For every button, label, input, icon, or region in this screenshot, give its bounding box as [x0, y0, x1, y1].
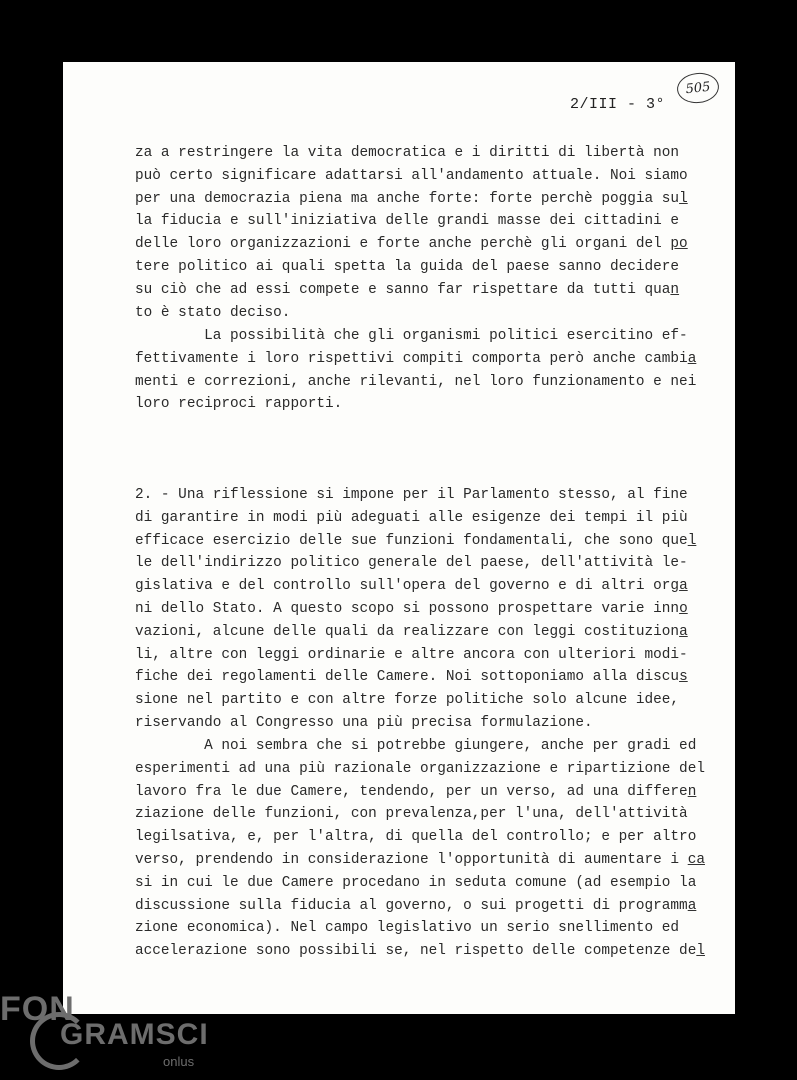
watermark-text-onlus: onlus	[163, 1054, 195, 1069]
underlined-text: s	[679, 669, 688, 686]
text-line: delle loro organizzazioni e forte anche perchè gli organi del po	[135, 236, 688, 253]
text-line: vazioni, alcune delle quali da realizzare con leggi costituziona	[135, 623, 688, 640]
page-reference: 2/III - 3°	[570, 96, 666, 113]
text-line: li, altre con leggi ordinarie e altre ancora con ulteriori modi-	[135, 646, 688, 663]
paragraph-2	[135, 325, 696, 416]
text-line: fiche dei regolamenti delle Camere. Noi sottoponiamo alla discus	[135, 669, 688, 686]
text-line: efficace esercizio delle sue funzioni fondamentali, che sono quel	[135, 532, 697, 549]
text-line: verso, prendendo in considerazione l'opportunità di aumentare i ca	[135, 851, 705, 868]
paragraph-4	[135, 735, 705, 963]
text-line: esperimenti ad una più razionale organizzazione e ripartizione del	[135, 760, 705, 777]
text-line: può certo significare adattarsi all'andamento attuale. Noi siamo	[135, 167, 688, 184]
text-line: di garantire in modi più adeguati alle esigenze dei tempi il più	[135, 509, 688, 526]
page-number-stamp: 505	[676, 71, 721, 105]
text-line: discussione sulla fiducia al governo, o sui progetti di programma	[135, 897, 697, 914]
text-line: per una democrazia piena ma anche forte: forte perchè poggia sul	[135, 190, 688, 207]
underlined-text: a	[679, 623, 688, 640]
text-line: La possibilità che gli organismi politici esercitino ef-	[135, 328, 688, 344]
text-line: la fiducia e sull'iniziativa delle grandi masse dei cittadini e	[135, 213, 680, 230]
text-line: 2. - Una riflessione si impone per il Parlamento stesso, al fine	[135, 487, 688, 503]
watermark-text-fon: FON	[0, 990, 75, 1028]
underlined-text: n	[670, 281, 680, 298]
underlined-text: l	[679, 190, 688, 207]
underlined-text: a	[687, 897, 697, 914]
document-page	[63, 62, 735, 1014]
text-line: A noi sembra che si potrebbe giungere, anche per gradi ed	[135, 738, 697, 754]
text-line: legilsativa, e, per l'altra, di quella del controllo; e per altro	[135, 829, 697, 846]
underlined-text: l	[696, 943, 705, 960]
text-line: le dell'indirizzo politico generale del paese, dell'attività le-	[135, 555, 688, 572]
text-line: si in cui le due Camere procedano in seduta comune (ad esempio la	[135, 874, 697, 891]
text-line: lavoro fra le due Camere, tendendo, per un verso, ad una differen	[135, 783, 697, 800]
text-line: riservando al Congresso una più precisa formulazione.	[135, 714, 593, 731]
underlined-text: a	[687, 350, 697, 367]
text-line: accelerazione sono possibili se, nel rispetto delle competenze del	[135, 943, 705, 960]
underlined-text: ca	[687, 851, 705, 868]
text-line: menti e correzioni, anche rilevanti, nel loro funzionamento e nei	[135, 373, 697, 390]
underlined-text: n	[687, 783, 697, 800]
text-line: gislativa e del controllo sull'opera del governo e di altri orga	[135, 578, 688, 595]
text-line: za a restringere la vita democratica e i diritti di libertà non	[135, 145, 680, 161]
text-line: tere politico ai quali spetta la guida del paese sanno decidere	[135, 258, 680, 275]
watermark-text-gramsci: GRAMSCI	[60, 1018, 209, 1051]
text-line: zione economica). Nel campo legislativo un serio snellimento ed	[135, 920, 680, 937]
text-line: loro reciproci rapporti.	[135, 396, 343, 413]
underlined-text: l	[687, 532, 697, 549]
text-line: to è stato deciso.	[135, 304, 291, 321]
text-line: ziazione delle funzioni, con prevalenza,per l'una, dell'attività	[135, 806, 688, 823]
underlined-text: a	[679, 578, 688, 595]
underlined-text: po	[670, 236, 688, 253]
text-line: ni dello Stato. A questo scopo si possono prospettare varie inno	[135, 600, 688, 617]
underlined-text: o	[679, 600, 688, 617]
text-line: sione nel partito e con altre forze politiche solo alcune idee,	[135, 692, 680, 709]
text-line: su ciò che ad essi compete e sanno far rispettare da tutti quan	[135, 281, 680, 298]
paragraph-1	[135, 142, 688, 324]
archive-watermark	[0, 990, 230, 1080]
text-line: fettivamente i loro rispettivi compiti comporta però anche cambia	[135, 350, 697, 367]
paragraph-3	[135, 484, 696, 735]
